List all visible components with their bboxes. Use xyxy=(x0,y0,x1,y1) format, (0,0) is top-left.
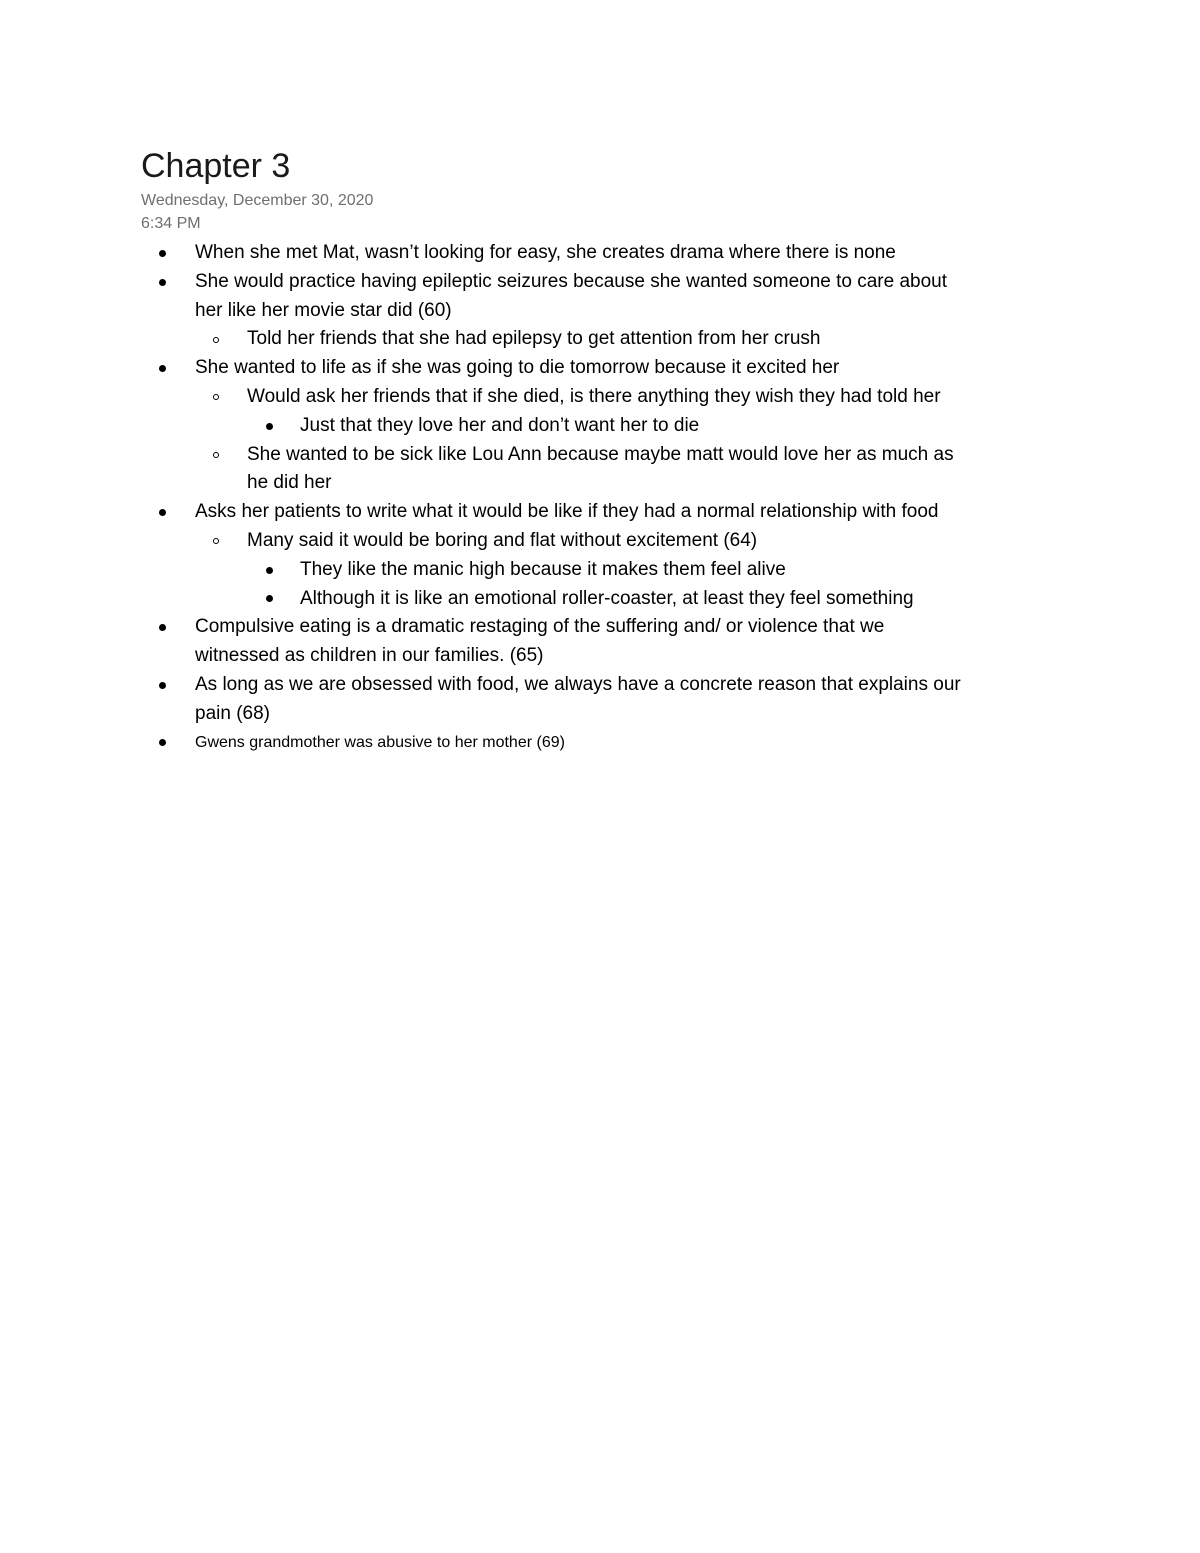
list-item-text: She wanted to life as if she was going to die tomorrow because it excited her xyxy=(195,357,840,379)
list-item[interactable] xyxy=(0,239,1200,268)
bullet-icon xyxy=(263,585,275,614)
note-time: 6:34 PM xyxy=(141,215,201,232)
hollow-bullet-icon xyxy=(210,441,222,470)
list-item-text: Gwens grandmother was abusive to her mother (69) xyxy=(195,733,565,751)
list-item-text: Although it is like an emotional roller-coaster, at least they feel something xyxy=(300,587,914,609)
page-title[interactable]: Chapter 3 xyxy=(141,147,291,185)
list-item-text: witnessed as children in our families. (65) xyxy=(195,645,544,667)
list-item[interactable] xyxy=(0,412,1200,441)
bullet-icon xyxy=(156,613,168,642)
list-item-text: When she met Mat, wasn’t looking for easy, she creates drama where there is none xyxy=(195,242,896,263)
bullet-icon xyxy=(156,729,168,758)
list-item[interactable] xyxy=(0,585,1200,614)
list-item-text: Told her friends that she had epilepsy to get attention from her crush xyxy=(247,328,821,350)
list-item[interactable] xyxy=(0,556,1200,585)
list-item-text: Just that they love her and don’t want her to die xyxy=(300,414,700,436)
list-item[interactable] xyxy=(0,325,1200,354)
bullet-icon xyxy=(263,412,275,441)
list-item[interactable] xyxy=(0,441,1200,499)
list-item-text: Would ask her friends that if she died, is there anything they wish they had told her xyxy=(247,385,941,407)
bullet-list[interactable] xyxy=(0,239,1200,757)
bullet-icon xyxy=(156,239,168,268)
note-date: Wednesday, December 30, 2020 xyxy=(141,192,374,209)
bullet-icon xyxy=(156,498,168,527)
hollow-bullet-icon xyxy=(210,527,222,556)
list-item-text: As long as we are obsessed with food, we always have a concrete reason that explains our xyxy=(195,673,961,695)
list-item-text: She wanted to be sick like Lou Ann because maybe matt would love her as much as xyxy=(247,443,954,465)
list-item-text: her like her movie star did (60) xyxy=(195,299,452,321)
bullet-icon xyxy=(156,671,168,700)
list-item[interactable] xyxy=(0,354,1200,383)
list-item[interactable] xyxy=(0,498,1200,527)
list-item-text: Many said it would be boring and flat without excitement (64) xyxy=(247,529,758,551)
list-item-text: They like the manic high because it makes them feel alive xyxy=(300,558,786,580)
list-item[interactable] xyxy=(0,671,1200,729)
hollow-bullet-icon xyxy=(210,383,222,412)
list-item-text: he did her xyxy=(247,472,332,494)
list-item[interactable] xyxy=(0,527,1200,556)
list-item-text: Compulsive eating is a dramatic restaging of the suffering and/ or violence that we xyxy=(195,616,885,638)
hollow-bullet-icon xyxy=(210,325,222,354)
list-item[interactable] xyxy=(0,268,1200,326)
bullet-icon xyxy=(263,556,275,585)
bullet-icon xyxy=(156,354,168,383)
list-item-text: Asks her patients to write what it would be like if they had a normal relationship with food xyxy=(195,501,939,523)
bullet-icon xyxy=(156,268,168,297)
list-item-text: She would practice having epileptic seizures because she wanted someone to care about xyxy=(195,270,948,292)
list-item-text: pain (68) xyxy=(195,702,270,724)
list-item[interactable] xyxy=(0,729,1200,757)
list-item[interactable] xyxy=(0,613,1200,671)
list-item[interactable] xyxy=(0,383,1200,412)
